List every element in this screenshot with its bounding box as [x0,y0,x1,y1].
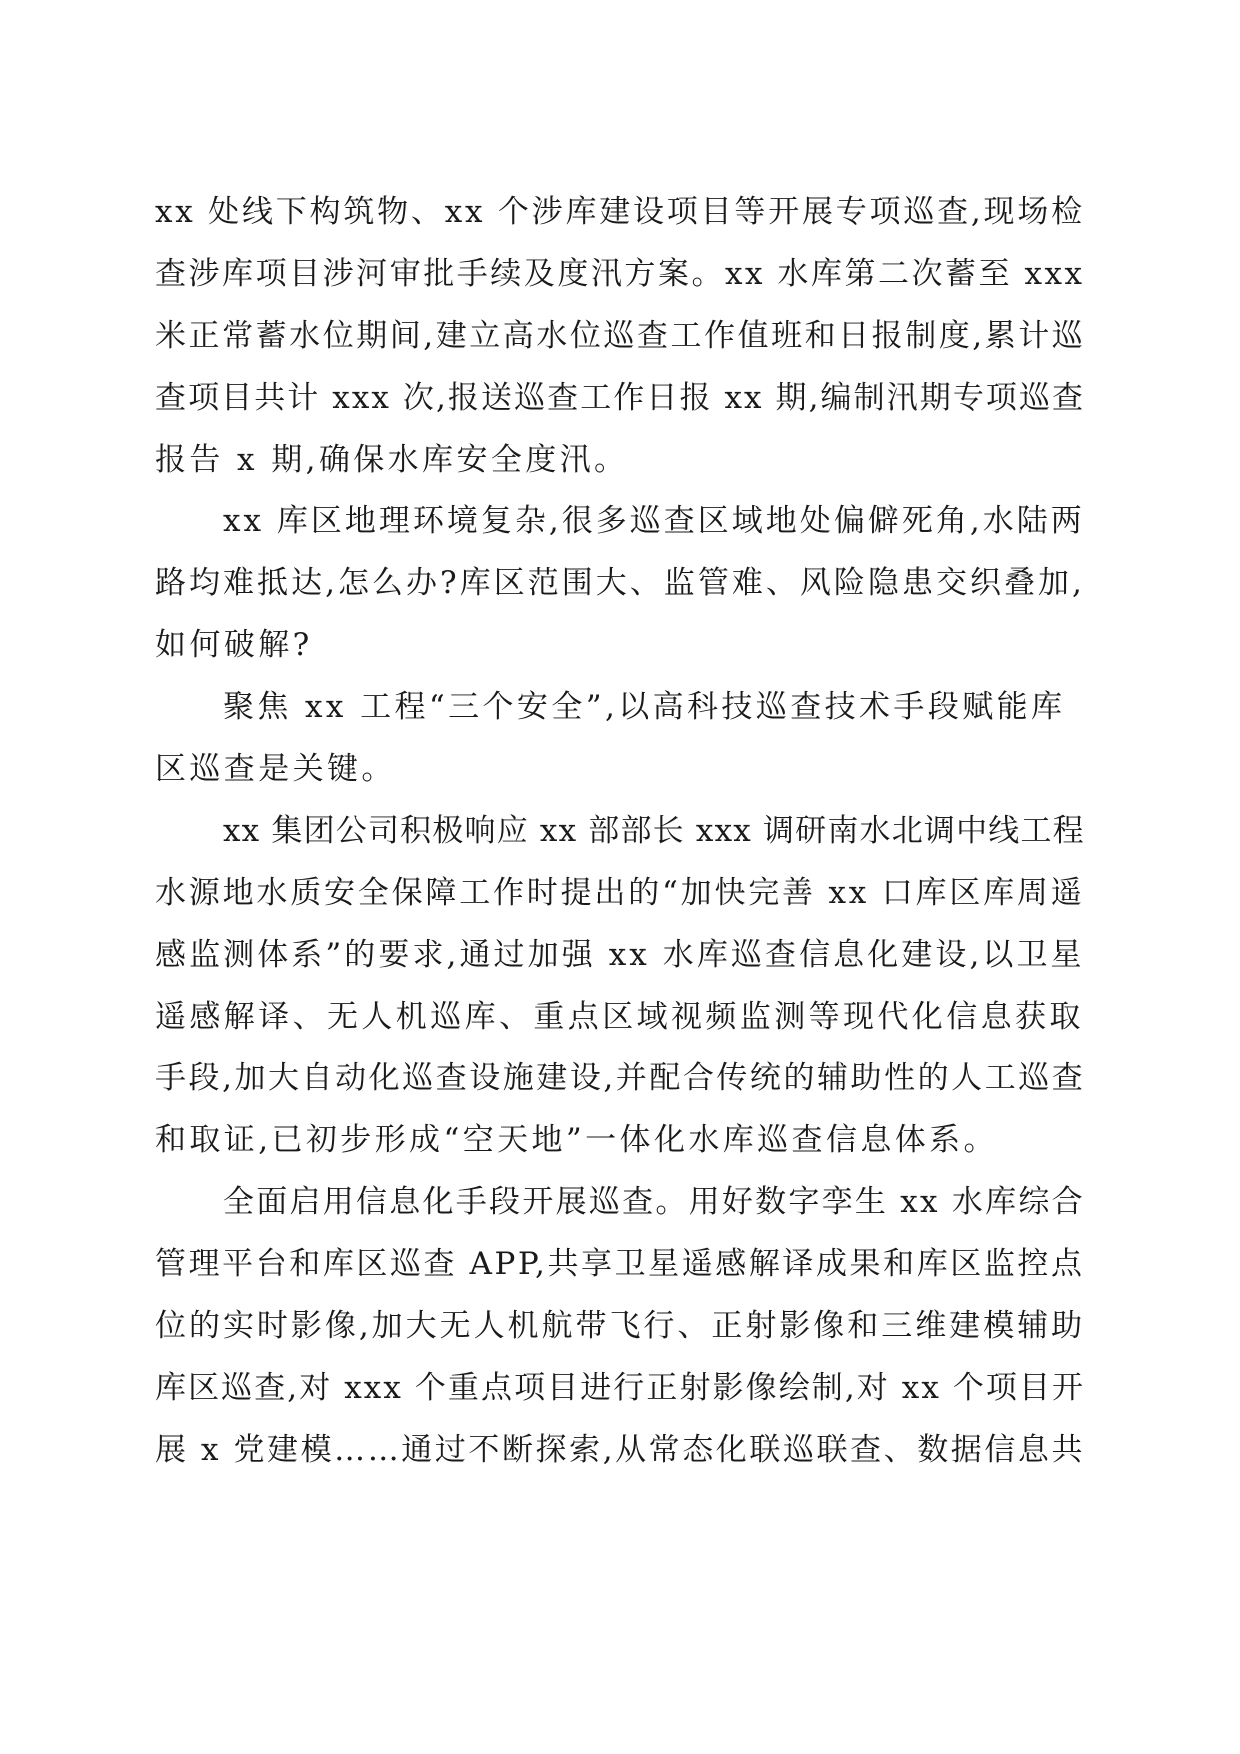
text-line: 报告 x 期,确保水库安全度汛。 [155,441,629,478]
text-line: 区巡查是关键。 [155,751,396,788]
text-line: 聚焦 xx 工程“三个安全”,以高科技巡查技术手段赋能库 [223,689,1066,726]
text-line: 和取证,已初步形成“空天地”一体化水库巡查信息体系。 [155,1122,998,1159]
text-line: 如何破解? [155,627,313,664]
text-line: 库区巡查,对 xxx 个重点项目进行正射影像绘制,对 xx 个项目开 [155,1369,1086,1406]
text-line: 查项目共计 xxx 次,报送巡查工作日报 xx 期,编制汛期专项巡查 [155,379,1086,416]
text-line: xx 处线下构筑物、xx 个涉库建设项目等开展专项巡查,现场检 [155,194,1085,230]
document-body [155,182,1085,1482]
text-line: 路均难抵达,怎么办?库区范围大、监管难、风险隐患交织叠加, [155,565,1085,602]
text-line: 手段,加大自动化巡查设施建设,并配合传统的辅助性的人工巡查 [155,1060,1086,1097]
text-line: xx 库区地理环境复杂,很多巡查区域地处偏僻死角,水陆两 [223,503,1085,540]
text-line: 位的实时影像,加大无人机航带飞行、正射影像和三维建模辅助 [155,1308,1086,1345]
text-line: 遥感解译、无人机巡库、重点区域视频监测等现代化信息获取 [155,998,1084,1035]
text-line: 全面启用信息化手段开展巡查。用好数字孪生 xx 水库综合 [223,1184,1085,1221]
text-line: 查涉库项目涉河审批手续及度汛方案。xx 水库第二次蓄至 xxx [155,255,1085,292]
text-line: 管理平台和库区巡查 APP,共享卫星遥感解译成果和库区监控点 [155,1246,1085,1283]
text-line: 展 x 党建模……通过不断探索,从常态化联巡联查、数据信息共 [155,1431,1086,1468]
text-line: 水源地水质安全保障工作时提出的“加快完善 xx 口库区库周遥 [155,874,1085,911]
text-line: 感监测体系”的要求,通过加强 xx 水库巡查信息化建设,以卫星 [155,936,1085,973]
text-line: 米正常蓄水位期间,建立高水位巡查工作值班和日报制度,累计巡 [155,317,1086,354]
text-line: xx 集团公司积极响应 xx 部部长 xxx 调研南水北调中线工程 [223,812,1085,849]
